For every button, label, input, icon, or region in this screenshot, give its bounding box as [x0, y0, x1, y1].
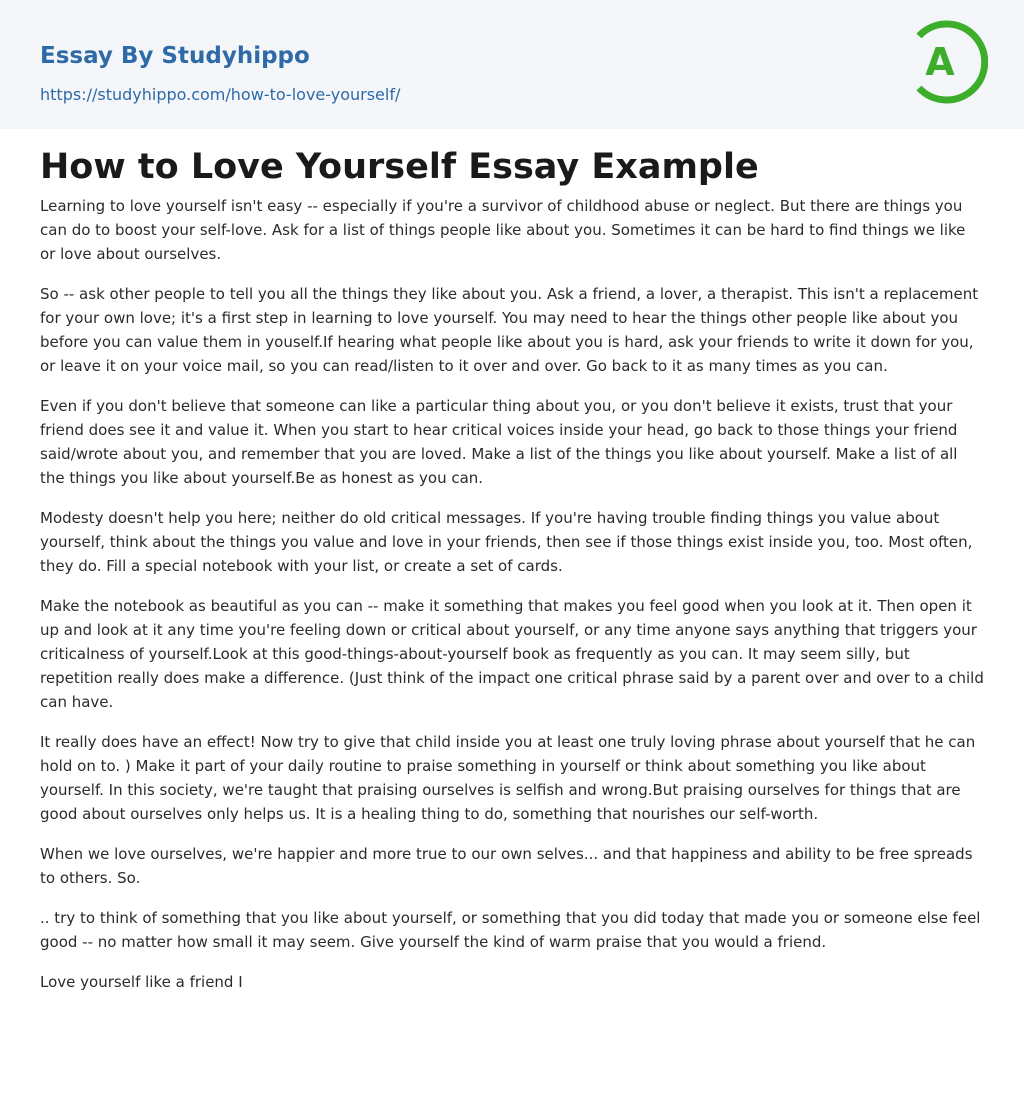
- logo-letter: A: [925, 40, 955, 84]
- page-title: How to Love Yourself Essay Example: [40, 147, 759, 187]
- source-url-link[interactable]: https://studyhippo.com/how-to-love-yourself/: [40, 85, 401, 104]
- brand-title: Essay By Studyhippo: [40, 43, 310, 69]
- essay-paragraph: Modesty doesn't help you here; neither do old critical messages. If you're having trouble finding things you value about yourself, think about the things you value and love in your friends, then see if those things exist inside you, too. Most often, they do. Fill a special notebook with your list, or create a set of cards.: [40, 509, 973, 575]
- essay-paragraph: When we love ourselves, we're happier and more true to our own selves... and that happiness and ability to be free spreads to others. So.: [40, 845, 973, 887]
- site-header: [0, 0, 1024, 129]
- studyhippo-logo-icon[interactable]: [906, 18, 988, 106]
- essay-paragraph: Even if you don't believe that someone can like a particular thing about you, or you don't believe it exists, trust that your friend does see it and value it. When you start to hear critical voices inside your head, go back to those things your friend said/wrote about you, and remember that you are loved. Make a list of the things you like about yourself. Make a list of all the things you like about yourself.Be as honest as you can.: [40, 397, 958, 487]
- essay-paragraph: So -- ask other people to tell you all the things they like about you. Ask a friend, a lover, a therapist. This isn't a replacement for your own love; it's a first step in learning to love yourself. You may need to hear the things other people like about you before you can value them in youself.If hearing what people like about you is hard, ask your friends to write it down for you, or leave it on your voice mail, so you can read/listen to it over and over. Go back to it as many times as you can.: [40, 285, 979, 375]
- essay-paragraph: Love yourself like a friend I: [40, 973, 243, 991]
- essay-paragraph: Make the notebook as beautiful as you can -- make it something that makes you feel good when you look at it. Then open it up and look at it any time you're feeling down or critical about yourself, or any time anyone says anything that triggers your criticalness of yourself.Look at this good-things-about-yourself book as frequently as you can. It may seem silly, but repetition really does make a difference. (Just think of the impact one critical phrase said by a parent over and over to a child can have.: [40, 597, 984, 711]
- essay-paragraph: .. try to think of something that you like about yourself, or something that you did today that made you or someone else feel good -- no matter how small it may seem. Give yourself the kind of warm praise that you would a friend.: [40, 909, 981, 951]
- essay-paragraph: It really does have an effect! Now try to give that child inside you at least one truly loving phrase about yourself that he can hold on to. ) Make it part of your daily routine to praise something in yourself or think about something you like about yourself. In this society, we're taught that praising ourselves is selfish and wrong.But praising ourselves for things that are good about ourselves only helps us. It is a healing thing to do, something that nourishes our self-worth.: [40, 733, 976, 823]
- essay-body: [40, 194, 984, 1010]
- essay-paragraph: Learning to love yourself isn't easy -- especially if you're a survivor of childhood abuse or neglect. But there are things you can do to boost your self-love. Ask for a list of things people like about you. Sometimes it can be hard to find things we like or love about ourselves.: [40, 197, 966, 263]
